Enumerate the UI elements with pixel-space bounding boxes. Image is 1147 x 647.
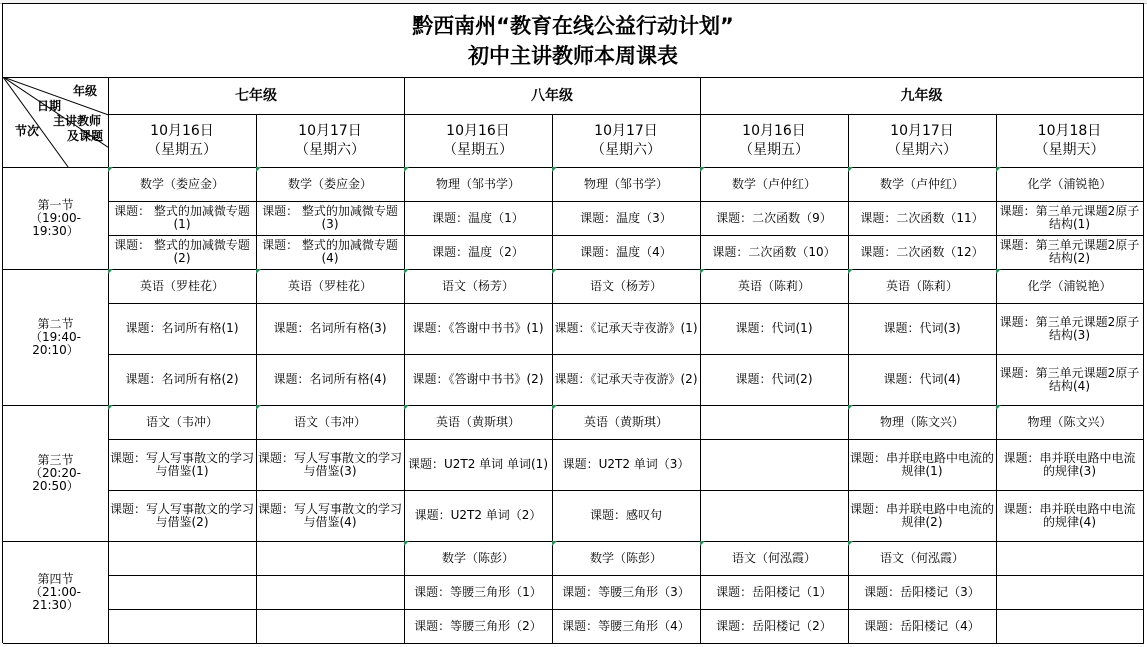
cell-comment-marker-icon bbox=[552, 167, 557, 172]
lesson-topic-cell[interactable]: 课题：第三单元课题2原子结构(4) bbox=[996, 354, 1144, 406]
cell-comment-marker-icon bbox=[848, 405, 853, 410]
cell-comment-marker-icon bbox=[552, 269, 557, 274]
date-header-weekday: （星期五） bbox=[443, 141, 513, 158]
lesson-topic-cell[interactable]: 课题：写人写事散文的学习与借鉴(2) bbox=[108, 490, 257, 542]
subject-teacher-cell[interactable]: 英语（罗桂花） bbox=[256, 269, 405, 304]
lesson-topic-cell[interactable]: 课题：《答谢中书书》(1) bbox=[404, 303, 553, 355]
lesson-topic-cell[interactable]: 课题：名词所有格(3) bbox=[256, 303, 405, 355]
subject-teacher-cell[interactable]: 英语（罗桂花） bbox=[108, 269, 257, 304]
lesson-topic-cell[interactable]: 课题：温度（1） bbox=[404, 201, 553, 236]
title-line-1: 黔西南州“教育在线公益行动计划” bbox=[412, 13, 734, 38]
cell-comment-marker-icon bbox=[256, 405, 261, 410]
date-header-weekday: （星期天） bbox=[1034, 141, 1105, 158]
period-name: 第二节 bbox=[37, 316, 74, 331]
cell-comment-marker-icon bbox=[552, 405, 557, 410]
lesson-topic-cell[interactable]: 课题： 整式的加减微专题(4) bbox=[256, 235, 405, 270]
date-header-1[interactable] bbox=[256, 114, 405, 168]
subject-teacher-cell[interactable]: 数学（陈彭） bbox=[552, 541, 701, 576]
date-header-date: 10月17日 bbox=[594, 122, 658, 139]
corner-label-grade: 年级 bbox=[73, 84, 98, 98]
cell-comment-marker-icon bbox=[108, 405, 113, 410]
lesson-topic-cell[interactable] bbox=[700, 490, 849, 542]
cell-comment-marker-icon bbox=[108, 269, 113, 274]
period-label-3[interactable] bbox=[3, 405, 109, 542]
lesson-topic-cell[interactable]: 课题：岳阳楼记（3） bbox=[848, 575, 997, 610]
lesson-topic-cell[interactable]: 课题：岳阳楼记（4） bbox=[848, 609, 997, 644]
subject-teacher-cell[interactable]: 化学（浦锐艳） bbox=[996, 167, 1144, 202]
subject-teacher-cell[interactable]: 数学（娄应金） bbox=[256, 167, 405, 202]
date-header-weekday: （星期六） bbox=[887, 141, 957, 158]
lesson-topic-cell[interactable]: 课题：等腰三角形（2） bbox=[404, 609, 553, 644]
subject-teacher-cell[interactable] bbox=[108, 541, 257, 576]
date-header-weekday: （星期六） bbox=[591, 141, 661, 158]
period-name: 第一节 bbox=[37, 197, 74, 212]
lesson-topic-cell[interactable]: 课题：二次函数（12） bbox=[848, 235, 997, 270]
subject-teacher-cell[interactable]: 物理（邹书学） bbox=[552, 167, 701, 202]
lesson-topic-cell[interactable]: 课题：代词(3) bbox=[848, 303, 997, 355]
subject-teacher-cell[interactable] bbox=[256, 541, 405, 576]
subject-teacher-cell[interactable]: 语文（杨芳） bbox=[404, 269, 553, 304]
period-time-end: 20:10） bbox=[32, 342, 79, 357]
lesson-topic-cell[interactable] bbox=[256, 609, 405, 644]
cell-comment-marker-icon bbox=[700, 167, 705, 172]
cell-comment-marker-icon bbox=[404, 167, 409, 172]
subject-teacher-cell[interactable]: 语文（杨芳） bbox=[552, 269, 701, 304]
subject-teacher-cell[interactable]: 英语（陈莉） bbox=[848, 269, 997, 304]
lesson-topic-cell[interactable]: 课题：《记承天寺夜游》(2) bbox=[552, 354, 701, 406]
corner-label-teacher: 主讲教师 bbox=[53, 114, 102, 128]
lesson-topic-cell[interactable]: 课题：代词(1) bbox=[700, 303, 849, 355]
period-time-end: 21:30） bbox=[32, 597, 79, 612]
date-header-6[interactable] bbox=[996, 114, 1144, 168]
lesson-topic-cell[interactable]: 课题：等腰三角形（3） bbox=[552, 575, 701, 610]
lesson-topic-cell[interactable]: 课题：二次函数（10） bbox=[700, 235, 849, 270]
lesson-topic-cell[interactable]: 课题： 整式的加减微专题(3) bbox=[256, 201, 405, 236]
period-time-start: （19:40- bbox=[30, 329, 81, 344]
header-corner-cell[interactable] bbox=[3, 77, 109, 168]
subject-teacher-cell[interactable]: 英语（黄斯琪） bbox=[552, 405, 701, 440]
corner-label-period: 节次 bbox=[15, 124, 40, 138]
subject-teacher-cell[interactable]: 物理（陈文兴） bbox=[996, 405, 1144, 440]
lesson-topic-cell[interactable]: 课题：串并联电路中电流的规律(2) bbox=[848, 490, 997, 542]
date-header-date: 10月17日 bbox=[298, 122, 362, 139]
cell-comment-marker-icon bbox=[552, 541, 557, 546]
title-line-2: 初中主讲教师本周课表 bbox=[468, 43, 678, 68]
date-header-2[interactable] bbox=[404, 114, 553, 168]
lesson-topic-cell[interactable]: 课题：U2T2 单词 单词(1) bbox=[404, 439, 553, 491]
cell-comment-marker-icon bbox=[108, 167, 113, 172]
cell-comment-marker-icon bbox=[848, 269, 853, 274]
subject-teacher-cell[interactable]: 物理（邹书学） bbox=[404, 167, 553, 202]
lesson-topic-cell[interactable]: 课题：等腰三角形（1） bbox=[404, 575, 553, 610]
cell-comment-marker-icon bbox=[848, 541, 853, 546]
grade-header-8[interactable]: 八年级 bbox=[404, 77, 701, 115]
lesson-topic-cell[interactable]: 课题：《答谢中书书》(2) bbox=[404, 354, 553, 406]
cell-comment-marker-icon bbox=[848, 167, 853, 172]
date-header-5[interactable] bbox=[848, 114, 997, 168]
subject-teacher-cell[interactable]: 语文（韦冲） bbox=[256, 405, 405, 440]
cell-comment-marker-icon bbox=[700, 541, 705, 546]
subject-teacher-cell[interactable]: 数学（卢仲红） bbox=[848, 167, 997, 202]
lesson-topic-cell[interactable]: 课题：岳阳楼记（1） bbox=[700, 575, 849, 610]
date-header-date: 10月16日 bbox=[150, 122, 214, 139]
grade-header-7[interactable]: 七年级 bbox=[108, 77, 405, 115]
date-header-weekday: （星期五） bbox=[739, 141, 809, 158]
lesson-topic-cell[interactable]: 课题：写人写事散文的学习与借鉴(1) bbox=[108, 439, 257, 491]
cell-comment-marker-icon bbox=[256, 167, 261, 172]
subject-teacher-cell[interactable]: 语文（何泓霞） bbox=[848, 541, 997, 576]
cell-comment-marker-icon bbox=[256, 269, 261, 274]
lesson-topic-cell[interactable]: 课题：二次函数（11） bbox=[848, 201, 997, 236]
subject-teacher-cell[interactable] bbox=[700, 405, 849, 440]
lesson-topic-cell[interactable]: 课题：写人写事散文的学习与借鉴(3) bbox=[256, 439, 405, 491]
period-name: 第四节 bbox=[37, 571, 74, 586]
lesson-topic-cell[interactable]: 课题：名词所有格(2) bbox=[108, 354, 257, 406]
period-name: 第三节 bbox=[37, 452, 74, 467]
date-header-4[interactable] bbox=[700, 114, 849, 168]
lesson-topic-cell[interactable]: 课题：感叹句 bbox=[552, 490, 701, 542]
lesson-topic-cell[interactable]: 课题：温度（4） bbox=[552, 235, 701, 270]
lesson-topic-cell[interactable] bbox=[996, 609, 1144, 644]
period-label-4[interactable] bbox=[3, 541, 109, 644]
period-label-2[interactable] bbox=[3, 269, 109, 406]
date-header-date: 10月17日 bbox=[890, 122, 954, 139]
lesson-topic-cell[interactable]: 课题：岳阳楼记（2） bbox=[700, 609, 849, 644]
lesson-topic-cell[interactable]: 课题：U2T2 单词（3） bbox=[552, 439, 701, 491]
lesson-topic-cell[interactable]: 课题：U2T2 单词（2） bbox=[404, 490, 553, 542]
lesson-topic-cell[interactable]: 课题：代词(2) bbox=[700, 354, 849, 406]
cell-comment-marker-icon bbox=[996, 269, 1001, 274]
lesson-topic-cell[interactable]: 课题：串并联电路中电流的规律(3) bbox=[996, 439, 1144, 491]
lesson-topic-cell[interactable]: 课题：温度（3） bbox=[552, 201, 701, 236]
date-header-3[interactable] bbox=[552, 114, 701, 168]
corner-label-topic: 及课题 bbox=[67, 129, 104, 143]
period-label-1[interactable] bbox=[3, 167, 109, 270]
lesson-topic-cell[interactable]: 课题： 整式的加减微专题(1) bbox=[108, 201, 257, 236]
cell-comment-marker-icon bbox=[700, 269, 705, 274]
cell-comment-marker-icon bbox=[996, 405, 1001, 410]
date-header-date: 10月16日 bbox=[446, 122, 510, 139]
subject-teacher-cell[interactable]: 英语（陈莉） bbox=[700, 269, 849, 304]
period-time-end: 20:50） bbox=[32, 478, 79, 493]
lesson-topic-cell[interactable] bbox=[108, 575, 257, 610]
lesson-topic-cell[interactable]: 课题：串并联电路中电流的规律(1) bbox=[848, 439, 997, 491]
lesson-topic-cell[interactable]: 课题：第三单元课题2原子结构(2) bbox=[996, 235, 1144, 270]
period-time-end: 19:30） bbox=[32, 223, 79, 238]
period-time-start: （20:20- bbox=[30, 465, 81, 480]
subject-teacher-cell[interactable] bbox=[996, 541, 1144, 576]
subject-teacher-cell[interactable]: 语文（韦冲） bbox=[108, 405, 257, 440]
page-title[interactable] bbox=[3, 3, 1144, 78]
subject-teacher-cell[interactable]: 数学（卢仲红） bbox=[700, 167, 849, 202]
lesson-topic-cell[interactable] bbox=[996, 575, 1144, 610]
subject-teacher-cell[interactable]: 数学（娄应金） bbox=[108, 167, 257, 202]
subject-teacher-cell[interactable]: 语文（何泓霞） bbox=[700, 541, 849, 576]
period-time-start: （19:00- bbox=[30, 210, 81, 225]
lesson-topic-cell[interactable]: 课题：第三单元课题2原子结构(1) bbox=[996, 201, 1144, 236]
corner-label-date: 日期 bbox=[37, 99, 62, 113]
lesson-topic-cell[interactable]: 课题：《记承天寺夜游》(1) bbox=[552, 303, 701, 355]
lesson-topic-cell[interactable]: 课题：等腰三角形（4） bbox=[552, 609, 701, 644]
subject-teacher-cell[interactable]: 化学（浦锐艳） bbox=[996, 269, 1144, 304]
lesson-topic-cell[interactable]: 课题：温度（2） bbox=[404, 235, 553, 270]
lesson-topic-cell[interactable]: 课题：串并联电路中电流的规律(4) bbox=[996, 490, 1144, 542]
subject-teacher-cell[interactable]: 数学（陈彭） bbox=[404, 541, 553, 576]
cell-comment-marker-icon bbox=[996, 167, 1001, 172]
lesson-topic-cell[interactable]: 课题：二次函数（9） bbox=[700, 201, 849, 236]
lesson-topic-cell[interactable]: 课题：名词所有格(4) bbox=[256, 354, 405, 406]
lesson-topic-cell[interactable] bbox=[256, 575, 405, 610]
cell-comment-marker-icon bbox=[404, 405, 409, 410]
date-header-weekday: （星期五） bbox=[147, 141, 217, 158]
lesson-topic-cell[interactable]: 课题：写人写事散文的学习与借鉴(4) bbox=[256, 490, 405, 542]
cell-comment-marker-icon bbox=[404, 269, 409, 274]
date-header-date: 10月18日 bbox=[1037, 122, 1102, 139]
period-time-start: （21:00- bbox=[30, 584, 81, 599]
subject-teacher-cell[interactable]: 物理（陈文兴） bbox=[848, 405, 997, 440]
cell-comment-marker-icon bbox=[404, 541, 409, 546]
lesson-topic-cell[interactable] bbox=[108, 609, 257, 644]
date-header-weekday: （星期六） bbox=[295, 141, 365, 158]
date-header-date: 10月16日 bbox=[742, 122, 806, 139]
lesson-topic-cell[interactable]: 课题：名词所有格(1) bbox=[108, 303, 257, 355]
lesson-topic-cell[interactable]: 课题： 整式的加减微专题(2) bbox=[108, 235, 257, 270]
lesson-topic-cell[interactable]: 课题：第三单元课题2原子结构(3) bbox=[996, 303, 1144, 355]
date-header-0[interactable] bbox=[108, 114, 257, 168]
subject-teacher-cell[interactable]: 英语（黄斯琪） bbox=[404, 405, 553, 440]
lesson-topic-cell[interactable]: 课题：代词(4) bbox=[848, 354, 997, 406]
grade-header-9[interactable]: 九年级 bbox=[700, 77, 1144, 115]
lesson-topic-cell[interactable] bbox=[700, 439, 849, 491]
